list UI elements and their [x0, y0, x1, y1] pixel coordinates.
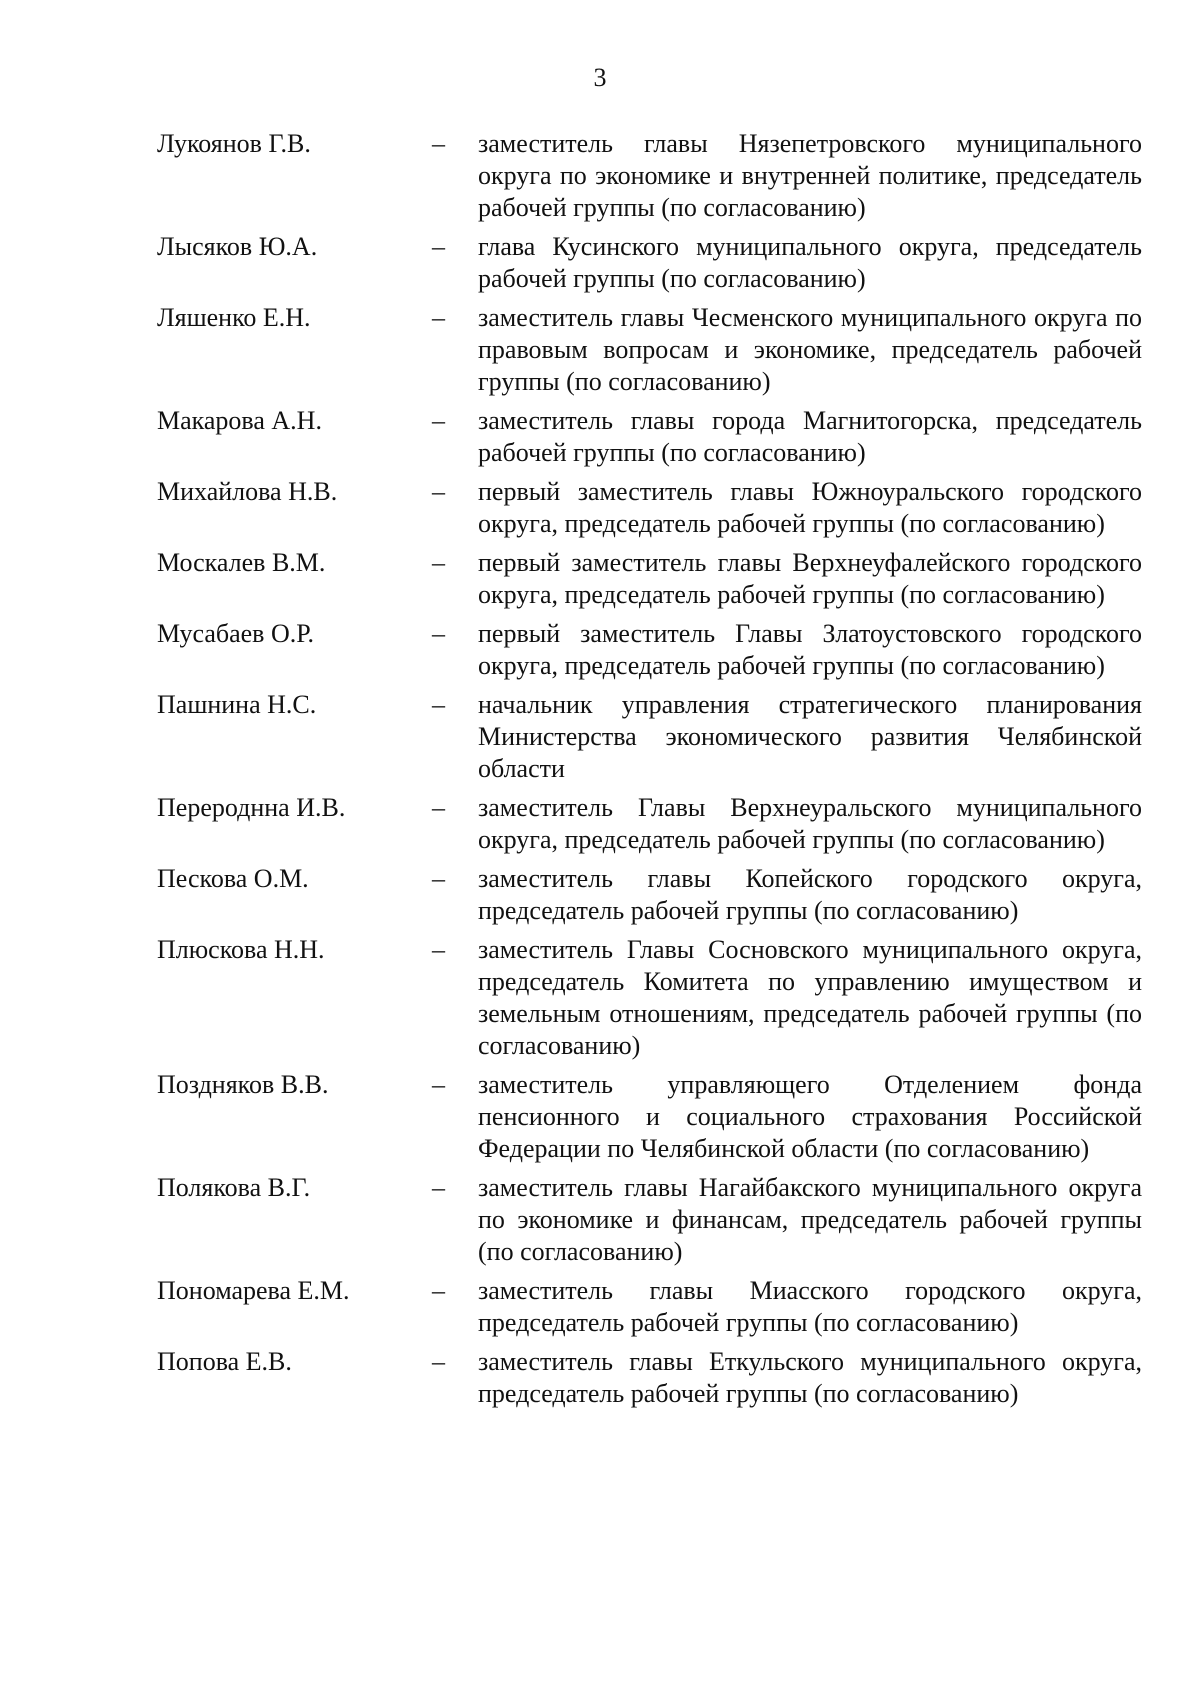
member-description: заместитель главы Чесменского муниципального округа по правовым вопросам и экономике, председатель рабочей группы (по согласованию) [478, 303, 1142, 396]
list-item [157, 302, 1142, 398]
dash-separator: – [432, 864, 445, 893]
member-name: Москалев В.М. [157, 548, 326, 577]
member-description: заместитель главы Еткульского муниципального округа, председатель рабочей группы (по согласованию) [478, 1347, 1142, 1408]
member-description: первый заместитель главы Южноуральского городского округа, председатель рабочей группы (по согласованию) [478, 477, 1142, 538]
dash-separator: – [432, 303, 445, 332]
member-name: Плюскова Н.Н. [157, 935, 325, 964]
dash-separator: – [432, 1070, 445, 1099]
member-name: Попова Е.В. [157, 1347, 292, 1376]
member-name: Лысяков Ю.А. [157, 232, 318, 261]
dash-separator: – [432, 1347, 445, 1376]
dash-separator: – [432, 1276, 445, 1305]
member-description: заместитель Главы Верхнеуральского муниципального округа, председатель рабочей группы (по согласованию) [478, 793, 1142, 854]
list-item [157, 1172, 1142, 1268]
member-name: Пескова О.М. [157, 864, 309, 893]
dash-separator: – [432, 619, 445, 648]
member-name: Макарова А.Н. [157, 406, 322, 435]
member-name: Пашнина Н.С. [157, 690, 317, 719]
list-item [157, 934, 1142, 1062]
list-item [157, 231, 1142, 295]
member-list [157, 128, 1142, 1417]
member-description: заместитель главы Копейского городского округа, председатель рабочей группы (по согласованию) [478, 864, 1142, 925]
member-description: заместитель главы города Магнитогорска, председатель рабочей группы (по согласованию) [478, 406, 1142, 467]
dash-separator: – [432, 793, 445, 822]
list-item [157, 1069, 1142, 1165]
list-item [157, 1346, 1142, 1410]
member-description: заместитель главы Миасского городского округа, председатель рабочей группы (по согласованию) [478, 1276, 1142, 1337]
dash-separator: – [432, 129, 445, 158]
member-description: первый заместитель главы Верхнеуфалейского городского округа, председатель рабочей группы (по согласованию) [478, 548, 1142, 609]
list-item [157, 547, 1142, 611]
member-description: заместитель управляющего Отделением фонда пенсионного и социального страхования Российской Федерации по Челябинской области (по согласованию) [478, 1070, 1142, 1163]
list-item [157, 689, 1142, 785]
member-name: Пономарева Е.М. [157, 1276, 350, 1305]
member-name: Михайлова Н.В. [157, 477, 338, 506]
dash-separator: – [432, 1173, 445, 1202]
member-name: Поздняков В.В. [157, 1070, 329, 1099]
member-name: Перероднна И.В. [157, 793, 346, 822]
member-description: заместитель главы Нагайбакского муниципального округа по экономике и финансам, председатель рабочей группы (по согласованию) [478, 1173, 1142, 1266]
dash-separator: – [432, 548, 445, 577]
list-item [157, 476, 1142, 540]
page-number: 3 [593, 63, 607, 92]
dash-separator: – [432, 406, 445, 435]
member-description: первый заместитель Главы Златоустовского городского округа, председатель рабочей группы (по согласованию) [478, 619, 1142, 680]
dash-separator: – [432, 690, 445, 719]
member-description: начальник управления стратегического планирования Министерства экономического развития Челябинской области [478, 690, 1142, 783]
dash-separator: – [432, 935, 445, 964]
member-name: Лукоянов Г.В. [157, 129, 311, 158]
list-item [157, 128, 1142, 224]
dash-separator: – [432, 232, 445, 261]
member-name: Ляшенко Е.Н. [157, 303, 311, 332]
member-description: заместитель Главы Сосновского муниципального округа, председатель Комитета по управлению имуществом и земельным отношениям, председатель рабочей группы (по согласованию) [478, 935, 1142, 1060]
list-item [157, 792, 1142, 856]
member-description: глава Кусинского муниципального округа, председатель рабочей группы (по согласованию) [478, 232, 1142, 293]
member-description: заместитель главы Нязепетровского муниципального округа по экономике и внутренней политике, председатель рабочей группы (по согласованию) [478, 129, 1142, 222]
dash-separator: – [432, 477, 445, 506]
member-name: Мусабаев О.Р. [157, 619, 314, 648]
list-item [157, 1275, 1142, 1339]
list-item [157, 863, 1142, 927]
list-item [157, 405, 1142, 469]
list-item [157, 618, 1142, 682]
member-name: Полякова В.Г. [157, 1173, 311, 1202]
